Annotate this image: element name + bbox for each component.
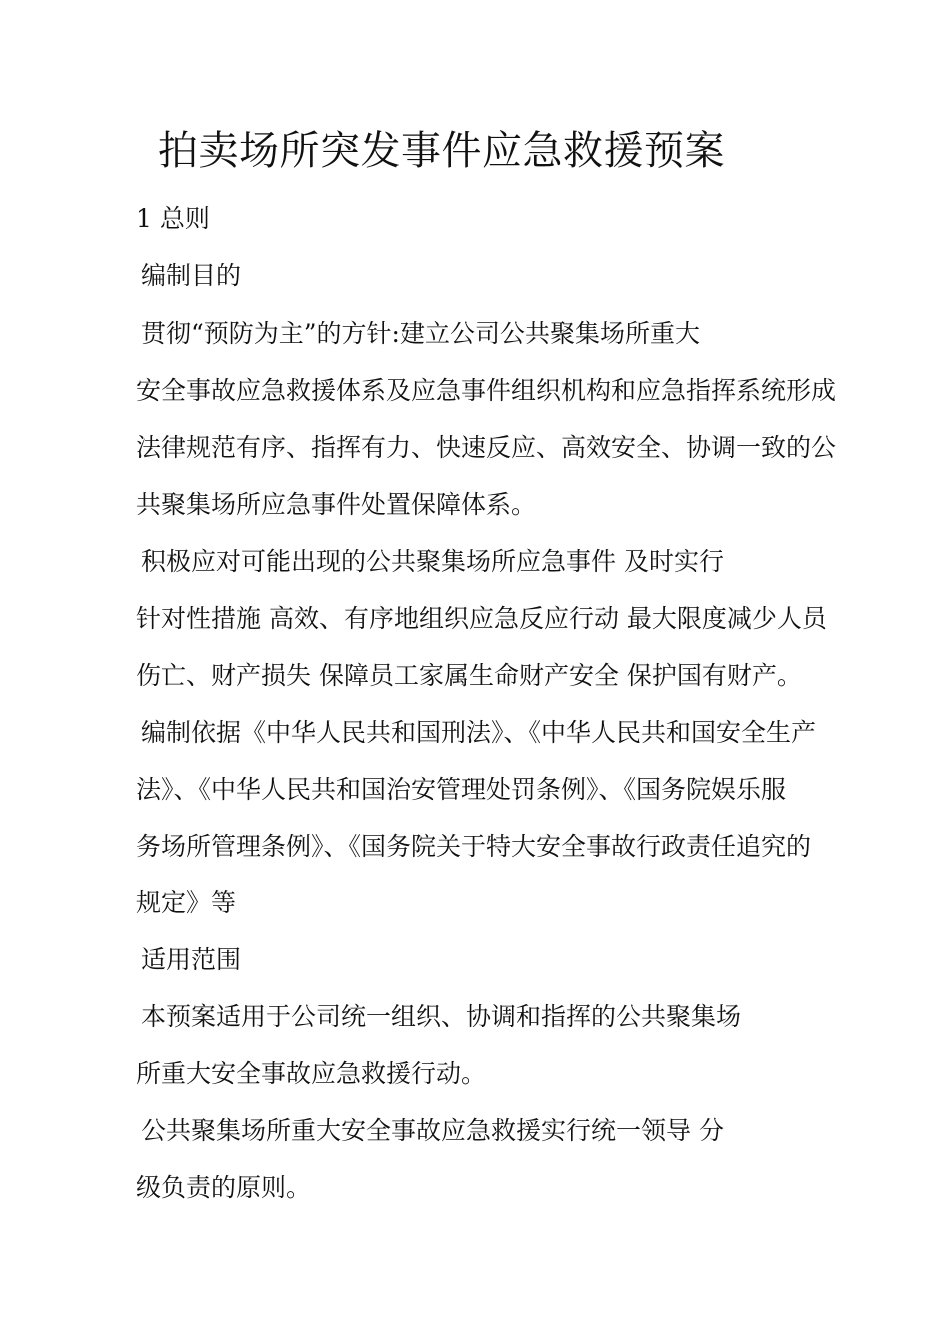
paragraph-line: 共聚集场所应急事件处置保障体系。 bbox=[136, 490, 537, 519]
paragraph-line: 本预案适用于公司统一组织、协调和指挥的公共聚集场 bbox=[141, 1002, 742, 1031]
paragraph-line: 所重大安全事故应急救援行动。 bbox=[136, 1059, 487, 1088]
paragraph-line: 针对性措施 高效、有序地组织应急反应行动 最大限度减少人员 bbox=[136, 604, 827, 633]
paragraph-line: 公共聚集场所重大安全事故应急救援实行统一领导 分 bbox=[141, 1116, 724, 1145]
subheading-purpose: 编制目的 bbox=[141, 261, 242, 290]
document-title: 拍卖场所突发事件应急救援预案 bbox=[158, 128, 725, 174]
paragraph-line: 贯彻“预防为主”的方针:建立公司公共聚集场所重大 bbox=[141, 319, 700, 348]
paragraph-line: 级负责的原则。 bbox=[136, 1173, 312, 1202]
paragraph-line: 规定》等 bbox=[136, 888, 237, 917]
paragraph-line: 积极应对可能出现的公共聚集场所应急事件 及时实行 bbox=[141, 547, 724, 576]
paragraph-line: 安全事故应急救援体系及应急事件组织机构和应急指挥系统形成 bbox=[136, 376, 837, 405]
section-heading-general: 1 总则 bbox=[136, 204, 210, 233]
subheading-scope: 适用范围 bbox=[141, 945, 242, 974]
paragraph-line: 务场所管理条例》、《国务院关于特大安全事故行政责任追究的 bbox=[136, 832, 812, 861]
paragraph-line: 伤亡、财产损失 保障员工家属生命财产安全 保护国有财产。 bbox=[136, 661, 802, 690]
paragraph-line: 编制依据《中华人民共和国刑法》、《中华人民共和国安全生产 bbox=[141, 718, 817, 747]
paragraph-line: 法》、《中华人民共和国治安管理处罚条例》、《国务院娱乐服 bbox=[136, 775, 787, 804]
paragraph-line: 法律规范有序、指挥有力、快速反应、高效安全、协调一致的公 bbox=[136, 433, 837, 462]
